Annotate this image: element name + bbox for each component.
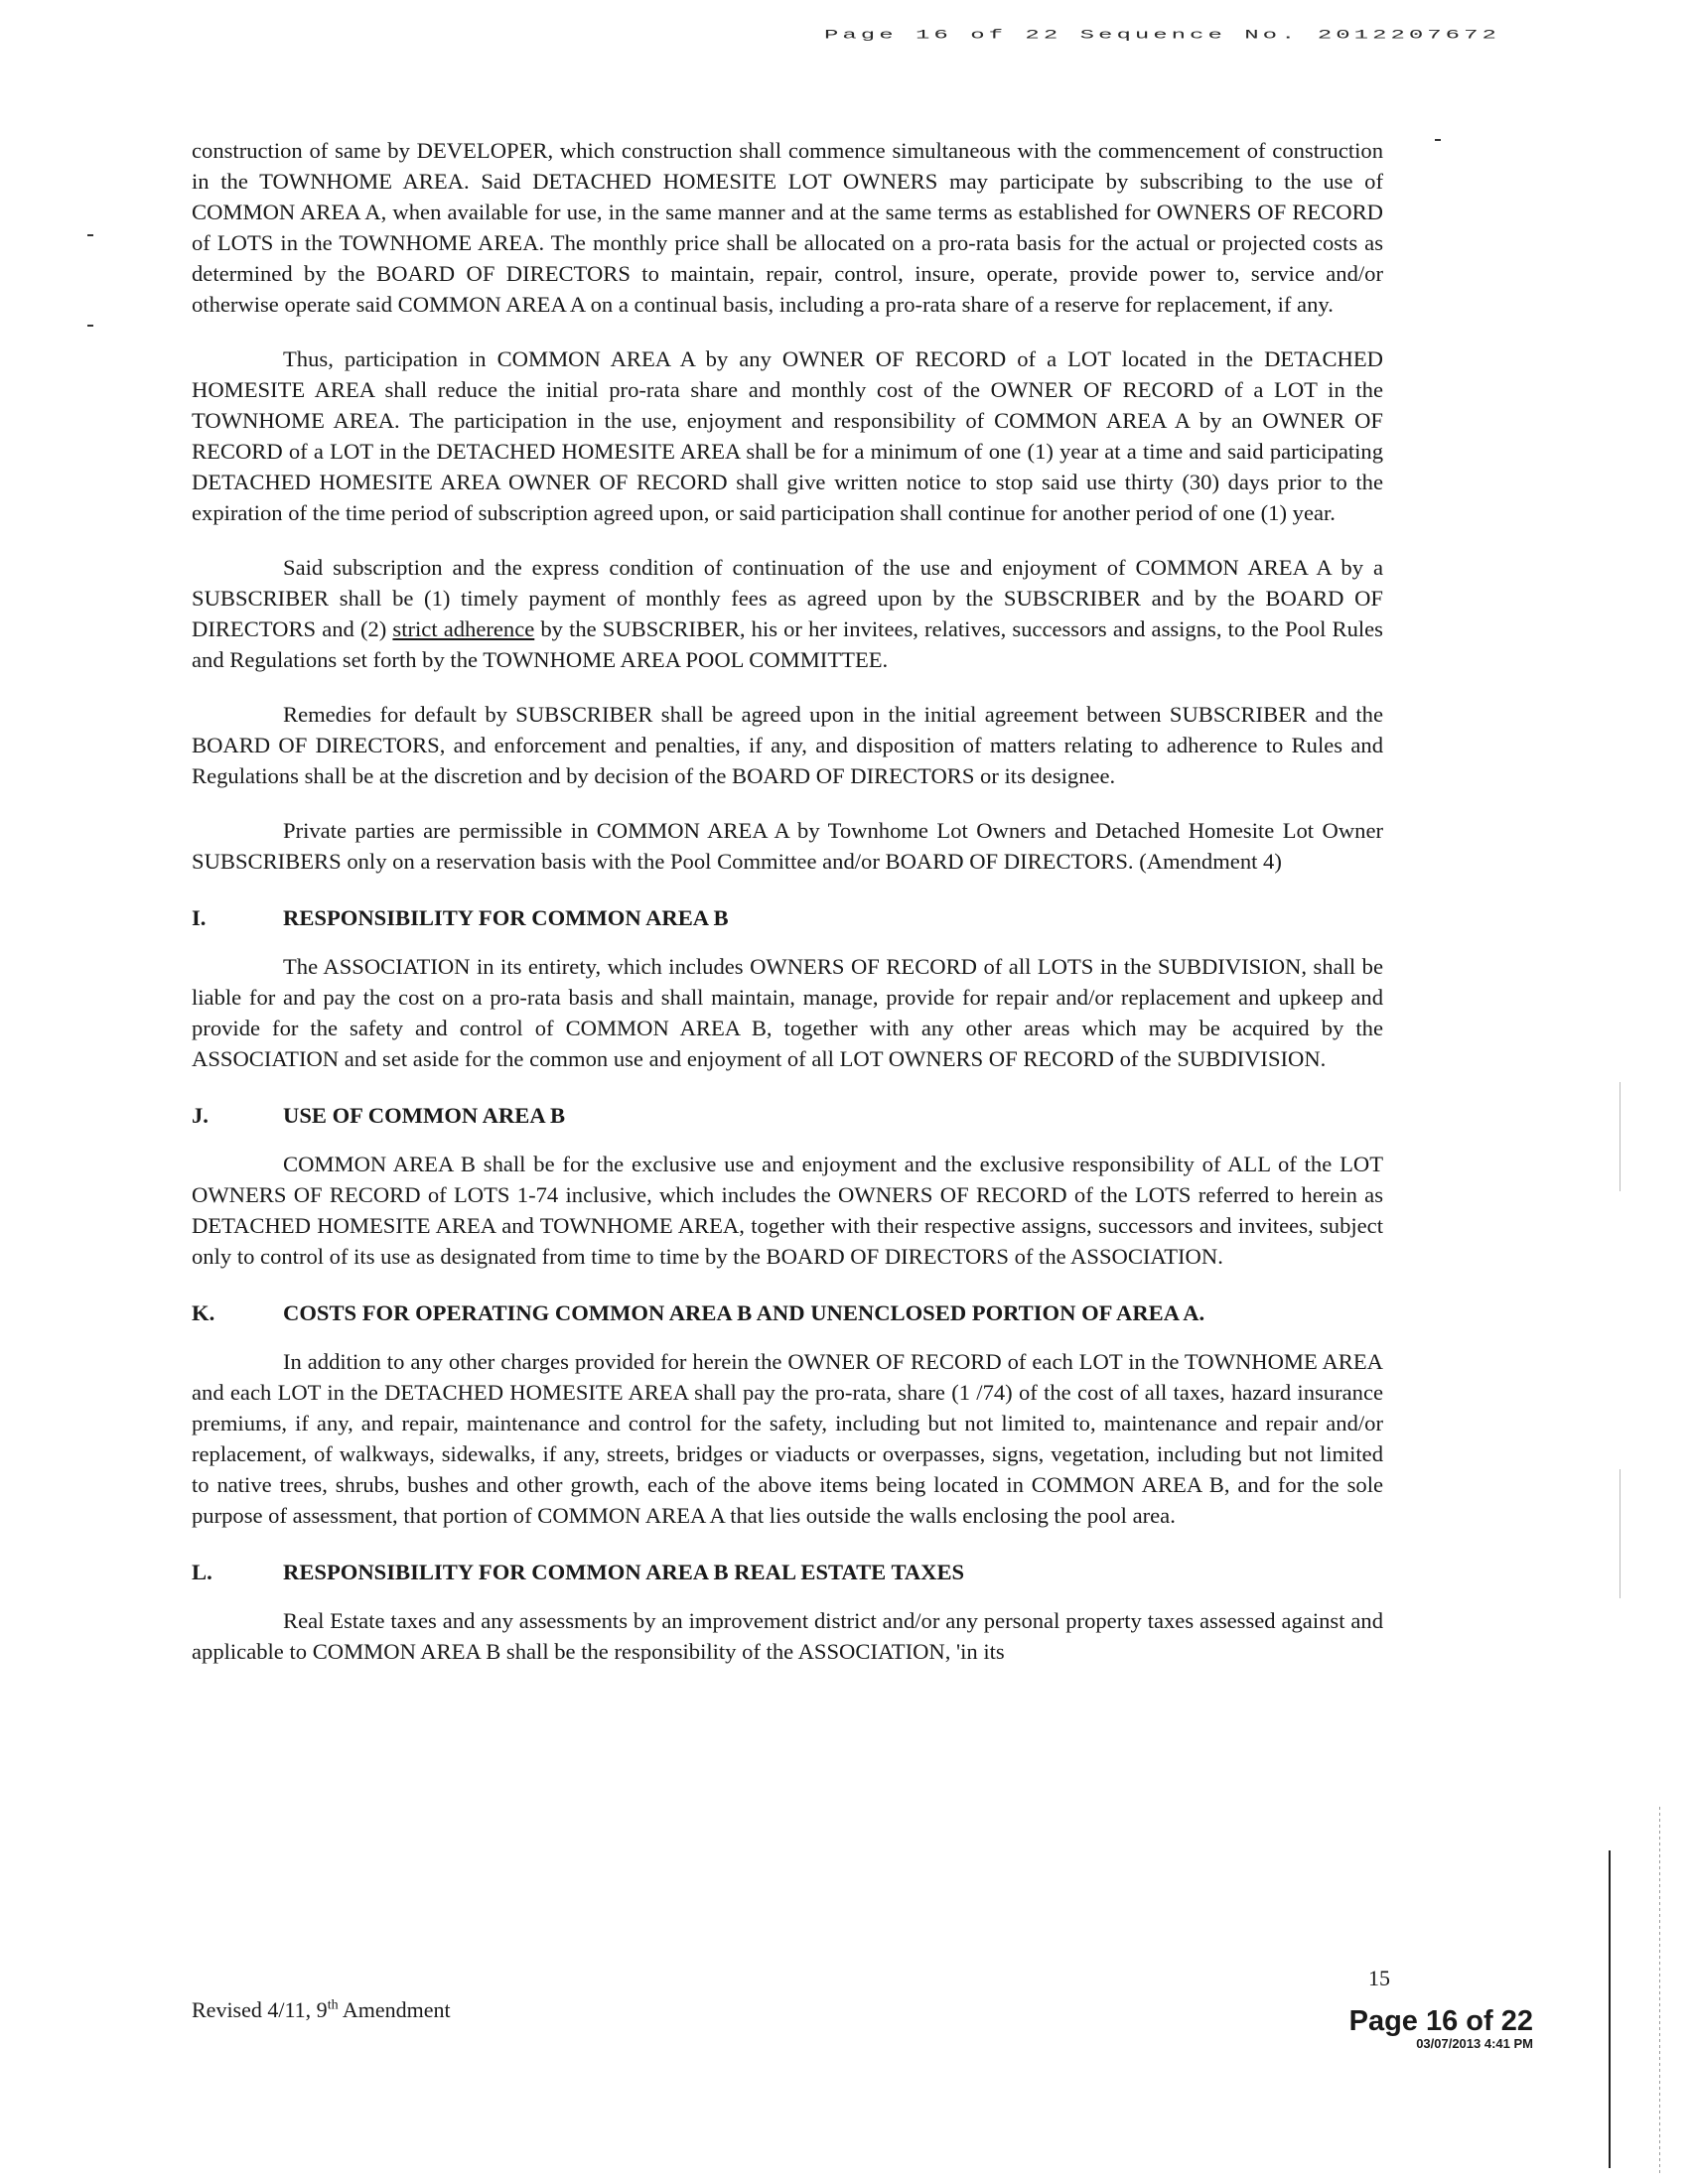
section-letter: J. bbox=[192, 1103, 209, 1128]
paragraph: Remedies for default by SUBSCRIBER shall be agreed upon in the initial agreement between SUBSCRIBER and the BOARD OF DIRECTORS, and enforcement and penalties, if any, and disposition of matters relating to adherence to Rules and Regulations shall be at the discretion and by decision of the BOARD OF DIRECTORS or its designee. bbox=[192, 702, 1383, 788]
stamp-datetime: 03/07/2013 4:41 PM bbox=[1416, 2036, 1533, 2051]
section-letter: I. bbox=[192, 905, 207, 930]
section-title: COSTS FOR OPERATING COMMON AREA B AND UNENCLOSED PORTION OF AREA A. bbox=[283, 1300, 1205, 1325]
revision-note bbox=[192, 1997, 451, 2023]
paragraph: construction of same by DEVELOPER, which construction shall commence simultaneous with the commencement of construction in the TOWNHOME AREA. Said DETACHED HOMESITE LOT OWNERS may participate by subscribing to the use of COMMON AREA A, when available for use, in the same manner and at the same terms as established for OWNERS OF RECORD of LOTS in the TOWNHOME AREA. The monthly price shall be allocated on a pro-rata basis for the actual or projected costs as determined by the BOARD OF DIRECTORS to maintain, repair, control, insure, operate, provide power to, service and/or otherwise operate said COMMON AREA A on a continual basis, including a pro-rata share of a reserve for replacement, if any. bbox=[192, 138, 1383, 317]
revision-superscript: th bbox=[327, 1997, 339, 2013]
paragraph-text: Said subscription and the express condition of continuation of the use and enjoyment of COMMON AREA A by a SUBSCRIBER shall be (1) timely payment of monthly fees as agreed upon by the SUBSCRIBER and by the BOARD OF DIRECTORS and (2) bbox=[192, 555, 1383, 641]
paragraph-text: by the SUBSCRIBER, his or her invitees, relatives, successors and assigns, to the Pool Rules and Regulations set forth by the TOWNHOME AREA POOL COMMITTEE. bbox=[192, 616, 1383, 672]
section-heading bbox=[192, 902, 1383, 933]
section-title: RESPONSIBILITY FOR COMMON AREA B REAL ESTATE TAXES bbox=[283, 1560, 965, 1584]
section-text: Real Estate taxes and any assessments by an improvement district and/or any personal property taxes assessed against and applicable to COMMON AREA B shall be the responsibility of the ASSOCIATION, 'in its bbox=[192, 1608, 1383, 1664]
scan-edge bbox=[1609, 1850, 1611, 2168]
recording-stamp bbox=[1335, 2005, 1533, 2051]
scan-speck bbox=[87, 325, 93, 327]
cut-off-header: Page 16 of 22 Sequence No. 2012207672 bbox=[824, 28, 1500, 43]
section-text: COMMON AREA B shall be for the exclusive use and enjoyment and the exclusive responsibility of ALL of the LOT OWNERS OF RECORD of LOTS 1-74 inclusive, which includes the OWNERS OF RECORD of the LOTS referred to herein as DETACHED HOMESITE AREA and TOWNHOME AREA, together with their respective assigns, successors and invitees, subject only to control of its use as designated from time to time by the BOARD OF DIRECTORS of the ASSOCIATION. bbox=[192, 1152, 1383, 1269]
page-number: 15 bbox=[1368, 1966, 1390, 1990]
section-letter: L. bbox=[192, 1560, 212, 1584]
section-text: The ASSOCIATION in its entirety, which includes OWNERS OF RECORD of all LOTS in the SUBDIVISION, shall be liable for and pay the cost on a pro-rata basis and shall maintain, manage, provide for repair and/or replacement and upkeep and provide for the safety and control of COMMON AREA B, together with any other areas which may be acquired by the ASSOCIATION and set aside for the common use and enjoyment of all LOT OWNERS OF RECORD of the SUBDIVISION. bbox=[192, 954, 1383, 1071]
stamp-page: Page 16 of 22 bbox=[1348, 2005, 1533, 2037]
paragraph: Thus, participation in COMMON AREA A by any OWNER OF RECORD of a LOT located in the DETACHED HOMESITE AREA shall reduce the initial pro-rata share and monthly cost of the OWNER OF RECORD of a LOT in the TOWNHOME AREA. The participation in the use, enjoyment and responsibility of COMMON AREA A by an OWNER OF RECORD of a LOT in the DETACHED HOMESITE AREA shall be for a minimum of one (1) year at a time and said participating DETACHED HOMESITE AREA OWNER OF RECORD shall give written notice to stop said use thirty (30) days prior to the expiration of the time period of subscription agreed upon, or said participation shall continue for another period of one (1) year. bbox=[192, 346, 1383, 525]
section-title: RESPONSIBILITY FOR COMMON AREA B bbox=[283, 905, 729, 930]
scan-artifact bbox=[1659, 1807, 1660, 2174]
section-heading bbox=[192, 1297, 1383, 1328]
section-letter: K. bbox=[192, 1300, 215, 1325]
scan-artifact bbox=[1620, 1082, 1621, 1191]
scan-artifact bbox=[1620, 1469, 1621, 1598]
scan-speck bbox=[1435, 139, 1441, 141]
document-body bbox=[192, 135, 1383, 1667]
scan-speck bbox=[87, 234, 93, 236]
underlined-text: strict adherence bbox=[392, 616, 535, 641]
section-heading bbox=[192, 1100, 1383, 1131]
section-text: In addition to any other charges provided for herein the OWNER OF RECORD of each LOT in the TOWNHOME AREA and each LOT in the DETACHED HOMESITE AREA shall pay the pro-rata, share (1 /74) of the cost of all taxes, hazard insurance premiums, if any, and repair, maintenance and control for the safety, including but not limited to, maintenance and repair and/or replacement, of walkways, sidewalks, if any, streets, bridges or viaducts or overpasses, signs, vegetation, including but not limited to native trees, shrubs, bushes and other growth, each of the above items being located in COMMON AREA B, and for the sole purpose of assessment, that portion of COMMON AREA A that lies outside the walls enclosing the pool area. bbox=[192, 1349, 1383, 1528]
paragraph bbox=[192, 552, 1383, 675]
revision-text: Revised 4/11, 9 bbox=[192, 1997, 328, 2022]
paragraph: Private parties are permissible in COMMON AREA A by Townhome Lot Owners and Detached Homesite Lot Owner SUBSCRIBERS only on a reservation basis with the Pool Committee and/or BOARD OF DIRECTORS. (Amendment 4) bbox=[192, 818, 1383, 874]
section-title: USE OF COMMON AREA B bbox=[283, 1103, 566, 1128]
revision-text: Amendment bbox=[338, 1997, 451, 2022]
section-heading bbox=[192, 1557, 1383, 1587]
